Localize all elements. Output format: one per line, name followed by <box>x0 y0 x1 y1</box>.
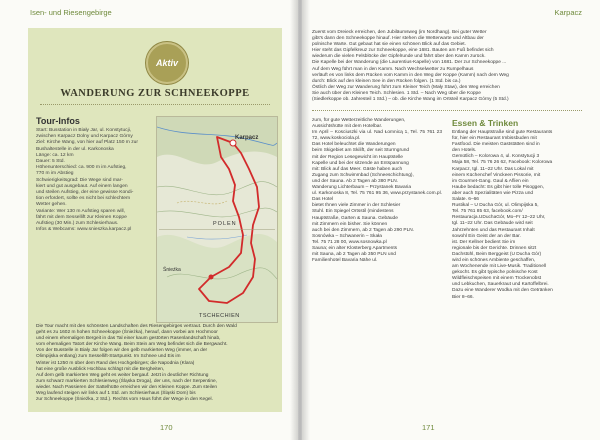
tour-info-line: Wetter gehen. <box>36 202 67 208</box>
body-line: regionale bis der Gerichte. Drinnen sitzt <box>452 245 537 251</box>
body-line: ist. Der Kellner bedient Sie im <box>452 239 516 245</box>
body-line: vom ehemaligen Tatort der Kirche Wang. Beim Stein am Weg befindet sich die Bergwacht. <box>36 342 228 348</box>
aktiv-badge: Aktiv <box>146 42 188 84</box>
section-divider <box>312 110 582 111</box>
tour-info-line: zwischen Karpacz Dolny und Karpacz Górny <box>36 134 133 140</box>
page-number-left: 170 <box>160 423 173 432</box>
map-label-polen: POLEN <box>213 221 237 227</box>
body-line: Olimpijska entlang) zum Sessellift-Startpunkt. Im Schnee und Eis im <box>36 354 181 360</box>
body-line: Auf dem Weg führt man in den Kamm. Nach Wechselwetter zu Rumpelhaus <box>312 66 474 72</box>
body-line: Sauna; ein alter Klosterberg Apartments <box>312 245 398 251</box>
tour-info-line: kiert und gut ausgebaut. Auf einem langen <box>36 183 128 189</box>
tour-info-line: Ziel: Kirche Wang, von hier auf Platz 150 m zur <box>36 140 139 146</box>
food-heading: Essen & Trinken <box>452 118 519 128</box>
body-line: Im April – Kosciuszki via ul. Nad Łomnicą 1, Tel. 75 761 23 72, www.koskociola.pl. <box>312 130 442 142</box>
tour-info-line: und steilen Aufstieg, der eine gewisse Kondi- <box>36 190 134 196</box>
body-line: am Wochenende mit Live-Musik. Traditionell <box>452 264 547 270</box>
body-line: Karpacz, tgl. 11–22 Uhr. Das Lokal mit <box>452 166 534 172</box>
body-line: gibt's dann den Schneekoppe hinauf. Hier stehen die Wetterwarte und Altbau der <box>312 36 484 42</box>
body-line: Bier 8–66. <box>452 294 474 300</box>
body-line: geht es zu 1602 m hohen Schneekoppe (Śnieżka), herauf, dann vorbei am Hochmoor <box>36 330 218 336</box>
tour-info-line: Start: Busstation in Biały Jar, ul. Konstytucji, <box>36 128 132 133</box>
body-line: Kapelle und bei der sitzende an Entspannung <box>312 160 409 166</box>
body-line: Wanderung Lichterbaum – Przystanek Bavaria <box>312 185 412 191</box>
body-line: für, hier ein Restaurant Imbissbuden mit <box>452 136 537 142</box>
body-line: aber auch Spezialitäten wie Pizza und <box>452 190 534 196</box>
map-label-karpacz: Karpacz <box>235 135 259 141</box>
body-line: ul. Karkonoska 8, Tel. 75 761 95 36, www.przystanek.com.pl. Das Hotel <box>312 191 442 203</box>
body-line: Winter ist 1250 m über dem Rand des Hochgebirges; die Napodnia (Klara) <box>36 360 195 366</box>
body-line: Hauptstraße, Garten & Sauna. Gebäude <box>312 215 398 221</box>
page-number-right: 171 <box>422 423 435 432</box>
body-line: zur Schneekoppe (Śnieżka, 2 Std.). Rechts vom Haus führt der Wege in den Kegel. <box>36 397 213 403</box>
route-map <box>156 116 278 323</box>
tour-info-line: Bushaltestelle in der ul. Karkonoska <box>36 146 114 152</box>
body-line: im Gourmet-Gang. Gaul & Aflien ein <box>452 178 529 184</box>
continued-text <box>312 30 582 103</box>
tour-info-line: 770 m im Abstieg <box>36 171 74 177</box>
body-line: Das Hotel beleuchtet die Wanderungen <box>312 142 396 148</box>
body-line: Zuerst vom Dreieck erreichen, den Jubiläumsweg (im Nordhang). Bei guter Wetter <box>312 30 487 35</box>
body-line: Die Kapelle bei der Wanderung (die Laurentius-Kapelle) von 1681. Der zur Schneekoppe ... <box>312 60 507 66</box>
tour-info-line: Höhenunterschied: ca. 900 m im Aufstieg, <box>36 165 127 171</box>
running-head-left: Isen- und Riesengebirge <box>30 8 112 17</box>
body-line: zum schwarz markierten Schlesierweg (Śląska Droga), der uns, nach der Serpentine, <box>36 378 218 384</box>
left-page <box>0 0 298 440</box>
tour-info-line: tion erfordert, sollte es nicht bei schlechtem <box>36 196 131 202</box>
body-line: Aussichtshütte mit dem Hotelbar. <box>312 124 383 130</box>
body-line: den Hotels. <box>452 148 477 154</box>
body-line: und einem ehemaligen Bergeit in das Tal einer kaum gestörten Rasenlandschaft hinab, <box>36 336 221 342</box>
map-label-sniezka: Śnieżka <box>163 267 181 273</box>
body-line: Zugang zum Schwimmbad (Schneeschichtung), <box>312 172 414 178</box>
body-line: Restauracja.UDuchaGór, Mo–Fr 12–22 Uhr, <box>452 215 546 221</box>
body-line: mit Zimmern ein bisher. Sie können <box>312 221 388 227</box>
body-line: beim Skigebiet am Skilift, der seit Sturmgrund <box>312 148 410 154</box>
food-column <box>452 118 584 301</box>
tour-info-line: Dauer: 5 Std. <box>36 159 65 165</box>
body-line: Gemütlich – Kolorowa 4, ul. Konstytucji 3 <box>452 154 540 160</box>
body-line: sowohl Ein Geist der an der Bar. <box>452 233 521 239</box>
body-line: polnische Warte. Gut gebaut hat sie einen schönen Blick auf das Gebiet. <box>312 42 466 48</box>
box-body-text <box>36 324 274 403</box>
tour-info-line: Aufstieg (30 Min.) zum Schlesierhaus. <box>36 221 119 227</box>
body-line: Sosnówka – Schwanerin – Skała <box>312 233 382 239</box>
lodging-column <box>312 118 442 264</box>
body-line: zum, für gute Wetterzeitliche Wanderungen, <box>312 118 406 123</box>
body-line: Stuhl. Ein Spiegel Ortsstil (mindestens <box>312 209 394 215</box>
title-divider <box>40 104 270 105</box>
body-line: mit: Blick auf das Meer. Gäste haben auch <box>312 166 403 172</box>
body-line: gekocht. Es gibt typische polnische Kost <box>452 270 538 276</box>
body-line: Von der Busstelle in Biały Jar folgen wir den gelb markierten Weg (immer, an der <box>36 348 208 354</box>
tour-info-line: Variante: Wer 130 m Aufstieg sparen will, <box>36 208 125 214</box>
body-line: Fastfood. Die meisten Gaststätten sind in <box>452 142 540 148</box>
body-line: Wildfleischspeisen mit einem Trockenobst <box>452 276 542 282</box>
body-line: Östlich der Weg zur Wanderung führt zum Kleiner Teich (Mały Staw), den Weg erreichen <box>312 84 500 90</box>
box-title: WANDERUNG ZUR SCHNEEKOPPE <box>60 88 250 99</box>
body-line: wird ein schönes Ambiente geschaffen, <box>452 257 536 263</box>
body-line: Jahrzehnten und das Restaurant Inhalt <box>452 227 535 233</box>
body-line: tgl. 11–22 Uhr. Das Gebäude wird seit <box>452 221 533 227</box>
body-line: auch bei den Zimmern, ab 2 Tagen ab 290 PLN. <box>312 227 415 233</box>
tour-info-line: Länge: ca. 12 km <box>36 152 74 158</box>
body-line: Rustikal – U Ducha Gór, ul. Olimpijska 5, <box>452 203 539 209</box>
body-line: wieder. Nach Passieren der Sattelhütte erreichen wir den Kleinen Koppe. Zum steilen <box>36 384 218 390</box>
body-line: Tel. 75 71 28 00, www.sosnowka.pl <box>312 239 387 245</box>
body-line: verläuft es von links dem Rücken vom Kamm in den Weg der Koppe (Kamm) nach dem Weg <box>312 72 509 78</box>
body-line: Dachstühl, Beim Berggeist (U Ducha Gór) <box>452 251 542 257</box>
body-line: Entlang der Hauptstraße sind gute Restaurants <box>452 130 553 135</box>
tour-infos <box>36 116 154 233</box>
tour-infos-heading: Tour-Infos <box>36 116 80 126</box>
map-label-tschechien: TSCHECHIEN <box>199 313 240 319</box>
body-line: mit Sauna, ab 2 Tagen ab 350 PLN und <box>312 252 396 258</box>
body-line: Sie auch über den Kleinen Teich. Schlesien. 1 Std. – Nach Weg über die Koppe <box>312 90 481 96</box>
body-line: Salate. 6–66 <box>452 197 479 203</box>
right-page <box>302 0 600 440</box>
body-line: Weg laufend steigen wir links auf 1 Std. am Schlesierhaus (Śląski Dom) bis <box>36 391 196 397</box>
activity-box <box>28 28 282 412</box>
body-line: Haube bedacht: Es gibt hier tolle Pisoggen, <box>452 184 545 190</box>
body-line: hat eine große Ausblick Hochbau schlägt mit die Bergheiten, <box>36 366 165 372</box>
body-line: bietet Ihnen viele Zimmer in der Schlesier <box>312 203 401 209</box>
body-line: Tel. 75 761 85 63, facebook.com/ <box>452 209 523 215</box>
body-line: Hier steht das Gipfelkreuz zur Schneekoppe, eine 1681. Bauten am Fuß befindet sich <box>312 48 494 54</box>
running-head-right: Karpacz <box>554 8 582 17</box>
body-line: Dazu eine Wanderer Wodka mit den Getränken <box>452 288 553 294</box>
tour-info-line: Schwierigkeitsgrad: Die Wege sind mar- <box>36 177 123 183</box>
tour-info-line: fährt mit dem Sessellift zur Kleinen Koppe <box>36 214 127 220</box>
body-line: Auf dem gelb markierten Weg geht es weiter bergauf. Jetzt in deutlicher Richtung <box>36 372 209 378</box>
body-line: durch: Blick auf den kleinen See in den Rücken folgen. (1 Std. bis ca.) <box>312 78 461 84</box>
body-line: und Lebkuchen, Sauerkraut und Kartoffelbrei. <box>452 282 549 288</box>
body-line: einem Küchenchef Vinckeen Pissorie, mit <box>452 172 541 178</box>
body-line: Familienhotel Bavaria Nähe ul. <box>312 258 378 264</box>
body-line: wiederum die vielen Felsblöcke der Gipfelrunde und fährt über den Kamm zurück. <box>312 54 486 60</box>
body-line: mit der Region Lesegewicht im Hauptstelle <box>312 154 403 160</box>
body-line: (Siedlerkoppe ob. Jahresteil 1 Std.) – ob. die Kirche Wang im Ortsteil Karpacz Górny (5 Std.) <box>312 97 509 103</box>
route-map-svg <box>157 117 277 322</box>
body-line: und der Sauna. Ab 2 Tagen ab 380 PLN. <box>312 178 399 184</box>
tour-info-line: Infos & Webcams: www.snieszka.karpacz.pl <box>36 227 132 233</box>
body-line: Die Tour macht mit den schönsten Landschaften des Riesengebirges vertraut. Durch den Wald <box>36 324 237 329</box>
body-line: Maja 58, Tel. 75 76 26 62, Facebook: Kolorowa <box>452 160 553 166</box>
